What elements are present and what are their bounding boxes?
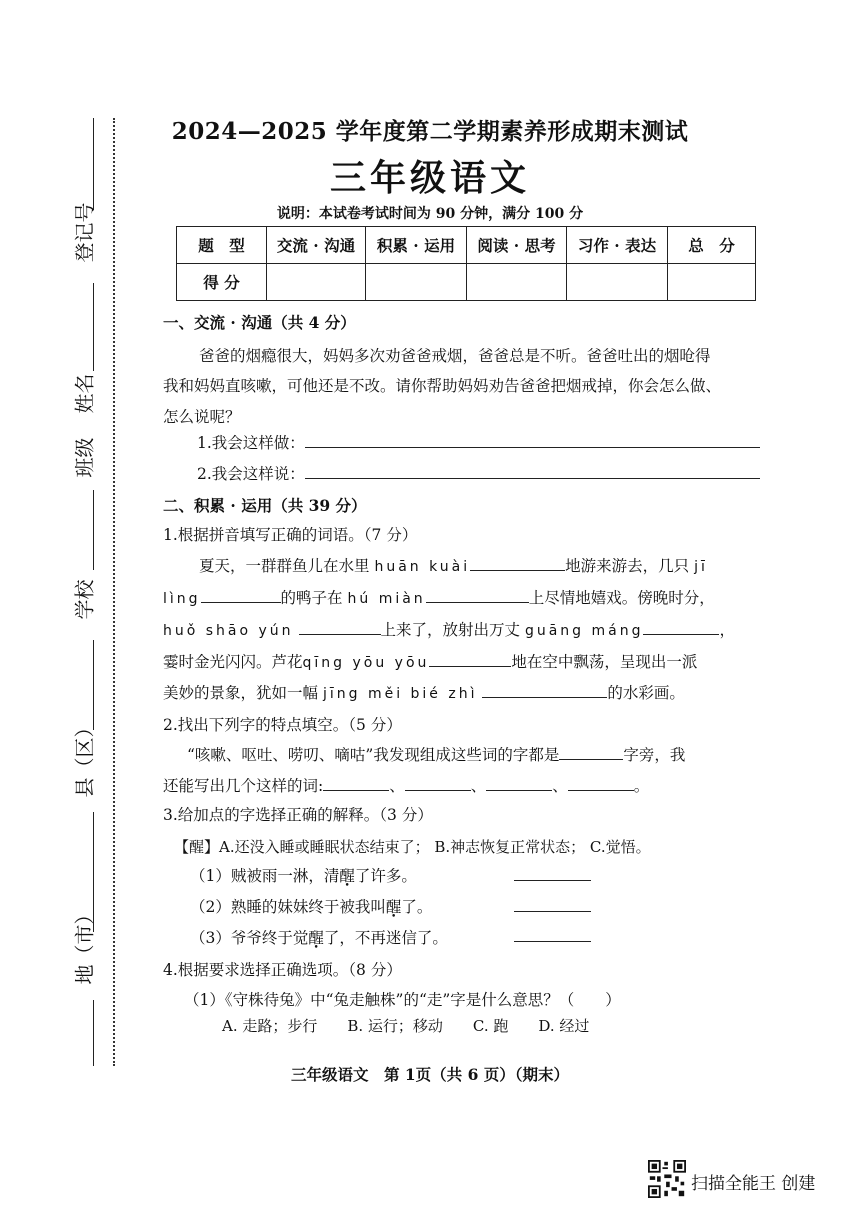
q3-text: （3）爷爷终于觉 [190, 929, 309, 947]
q1-text: 霎时金光闪闪。芦花 [163, 653, 303, 671]
q3-text: 了。 [401, 898, 433, 916]
q4-question-1: （1）《守株待兔》中“兔走触株”的“走”字是什么意思？（ ） [184, 991, 621, 1009]
answer-blank[interactable] [305, 462, 760, 479]
binding-line-4 [93, 640, 94, 730]
score-header-cell: 题 型 [177, 227, 267, 264]
q3-sentence-2 [190, 895, 432, 917]
score-header-cell: 习作 · 表达 [567, 227, 668, 264]
score-table [176, 226, 756, 301]
city-label: 地（市） [72, 904, 97, 985]
score-header-cell: 交流 · 沟通 [267, 227, 366, 264]
pinyin: hú miàn [347, 591, 426, 607]
section1-q2-line [197, 462, 760, 484]
dotted-char: 醒 [339, 867, 355, 885]
q3-answer-blank-3[interactable] [514, 941, 591, 942]
exam-title: 2024—2025 学年度第二学期素养形成期末测试 [171, 118, 689, 145]
q2-line-1 [187, 743, 685, 765]
score-header-cell: 总 分 [668, 227, 756, 264]
score-cell[interactable] [668, 264, 756, 301]
q3-text: 了，不再迷信了。 [323, 929, 448, 947]
q1-text: ， [719, 621, 735, 639]
answer-blank[interactable] [568, 774, 634, 791]
score-cell[interactable] [467, 264, 567, 301]
q2-title: 2.找出下列字的特点填空。（5 分） [163, 716, 402, 734]
section2-heading: 二、积累 · 运用（共 39 分） [163, 496, 367, 515]
q3-text: 了许多。 [354, 867, 417, 885]
pinyin: jīng měi bié zhì [322, 686, 478, 702]
q1-text: 上来了，放射出万丈 [380, 621, 521, 639]
county-label: 县（区） [72, 717, 97, 798]
q3-text: （1）贼被雨一淋，清 [190, 867, 340, 885]
section1-heading: 一、交流 · 沟通（共 4 分） [163, 313, 356, 332]
score-table-score-row [177, 264, 756, 301]
answer-blank[interactable] [643, 618, 719, 635]
q1-text: 地在空中飘荡，呈现出一派 [511, 653, 698, 671]
dotted-char: 醒 [385, 898, 402, 916]
q1-line-4 [163, 650, 697, 672]
answer-blank[interactable] [323, 774, 389, 791]
qr-code-icon [648, 1160, 686, 1198]
q1-text: 的鸭子在 [280, 589, 343, 607]
binding-line-2 [93, 283, 94, 371]
q2-sep: 、 [389, 777, 405, 795]
q4-title: 4.根据要求选择正确选项。（8 分） [163, 961, 402, 979]
binding-line-bottom [93, 1000, 94, 1066]
q2-line-2 [163, 774, 649, 796]
score-cell[interactable] [567, 264, 668, 301]
dotted-char: 醒 [308, 929, 324, 947]
q2-sep: 、 [470, 777, 487, 795]
section1-para-line: 我和妈妈直咳嗽，可他还是不改。请你帮助妈妈劝告爸爸把烟戒掉，你会怎么做、 [163, 377, 722, 395]
q2-end: 。 [633, 777, 650, 795]
pinyin: qīng yōu yōu [302, 655, 430, 671]
q1-text: 夏天，一群群鱼儿在水里 [199, 557, 370, 575]
score-cell[interactable] [267, 264, 366, 301]
answer-blank[interactable] [305, 431, 760, 448]
q4-options: A. 走路；步行 B. 运行；移动 C. 跑 D. 经过 [222, 1017, 590, 1035]
register-no-label: 登记号 [72, 202, 97, 263]
binding-dotted-line [113, 118, 115, 1066]
q3-title: 3.给加点的字选择正确的解释。（3 分） [163, 806, 433, 824]
pinyin: lìng [163, 591, 201, 607]
q1-line-3 [163, 618, 735, 640]
q3-sentence-3 [190, 926, 448, 948]
q1-text: 上尽情地嬉戏。傍晚时分， [528, 589, 715, 607]
answer-blank[interactable] [559, 743, 623, 760]
answer-blank[interactable] [201, 586, 281, 603]
q2-text: 字旁，我 [623, 746, 686, 764]
answer-blank[interactable] [429, 650, 511, 667]
q1-title: 1.根据拼音填写正确的词语。（7 分） [163, 526, 418, 544]
score-header-cell: 阅读 · 思考 [467, 227, 567, 264]
scanner-watermark: 扫描全能王 创建 [691, 1174, 816, 1194]
q1-line-5 [163, 681, 685, 703]
class-label: 班级 [72, 437, 97, 478]
q1-line-2 [163, 586, 715, 608]
q3-definition: 【醒】A.还没入睡或睡眠状态结束了； B.神志恢复正常状态； C.觉悟。 [174, 838, 651, 856]
q3-answer-blank-1[interactable] [514, 880, 591, 881]
q1-text: 地游来游去，几只 [565, 557, 690, 575]
q2-text: “咳嗽、呕吐、唠叨、嘀咕”我发现组成这些词的字都是 [187, 746, 560, 764]
q3-sentence-1 [190, 864, 417, 886]
answer-blank[interactable] [482, 681, 607, 698]
binding-line-3 [93, 490, 94, 570]
q3-text: （2）熟睡的妹妹终于被我叫 [190, 898, 386, 916]
q1-text: 的水彩画。 [607, 684, 685, 702]
score-header-cell: 积累 · 运用 [366, 227, 467, 264]
pinyin: huǒ shāo yún [163, 623, 294, 639]
answer-blank[interactable] [426, 586, 529, 603]
section1-para-line: 爸爸的烟瘾很大，妈妈多次劝爸爸戒烟，爸爸总是不听。爸爸吐出的烟呛得 [199, 347, 711, 365]
score-cell[interactable] [366, 264, 467, 301]
answer-blank[interactable] [470, 554, 565, 571]
section1-para-line: 怎么说呢？ [163, 408, 241, 426]
section1-q1-label: 1.我会这样做： [197, 434, 305, 452]
section1-q2-label: 2.我会这样说： [197, 465, 305, 483]
q1-text: 美妙的景象，犹如一幅 [163, 684, 319, 702]
subject-title: 三年级语文 [329, 157, 530, 199]
pinyin: jī [694, 559, 708, 575]
q1-line-1 [199, 554, 708, 576]
name-label: 姓名 [72, 373, 97, 414]
answer-blank[interactable] [405, 774, 471, 791]
q2-text: 还能写出几个这样的词: [163, 777, 324, 795]
answer-blank[interactable] [486, 774, 552, 791]
score-row-label: 得 分 [177, 264, 267, 301]
answer-blank[interactable] [299, 618, 381, 635]
page-footer: 三年级语文 第 1页（共 6 页）（期末） [290, 1065, 569, 1084]
exam-note: 说明：本试卷考试时间为 90 分钟，满分 100 分 [276, 206, 584, 222]
score-table-header-row [177, 227, 756, 264]
q2-sep: 、 [552, 777, 568, 795]
school-label: 学校 [72, 579, 97, 620]
q3-answer-blank-2[interactable] [514, 911, 591, 912]
pinyin: huān kuài [374, 559, 471, 575]
section1-q1-line [197, 431, 760, 453]
pinyin: guāng máng [524, 623, 644, 639]
